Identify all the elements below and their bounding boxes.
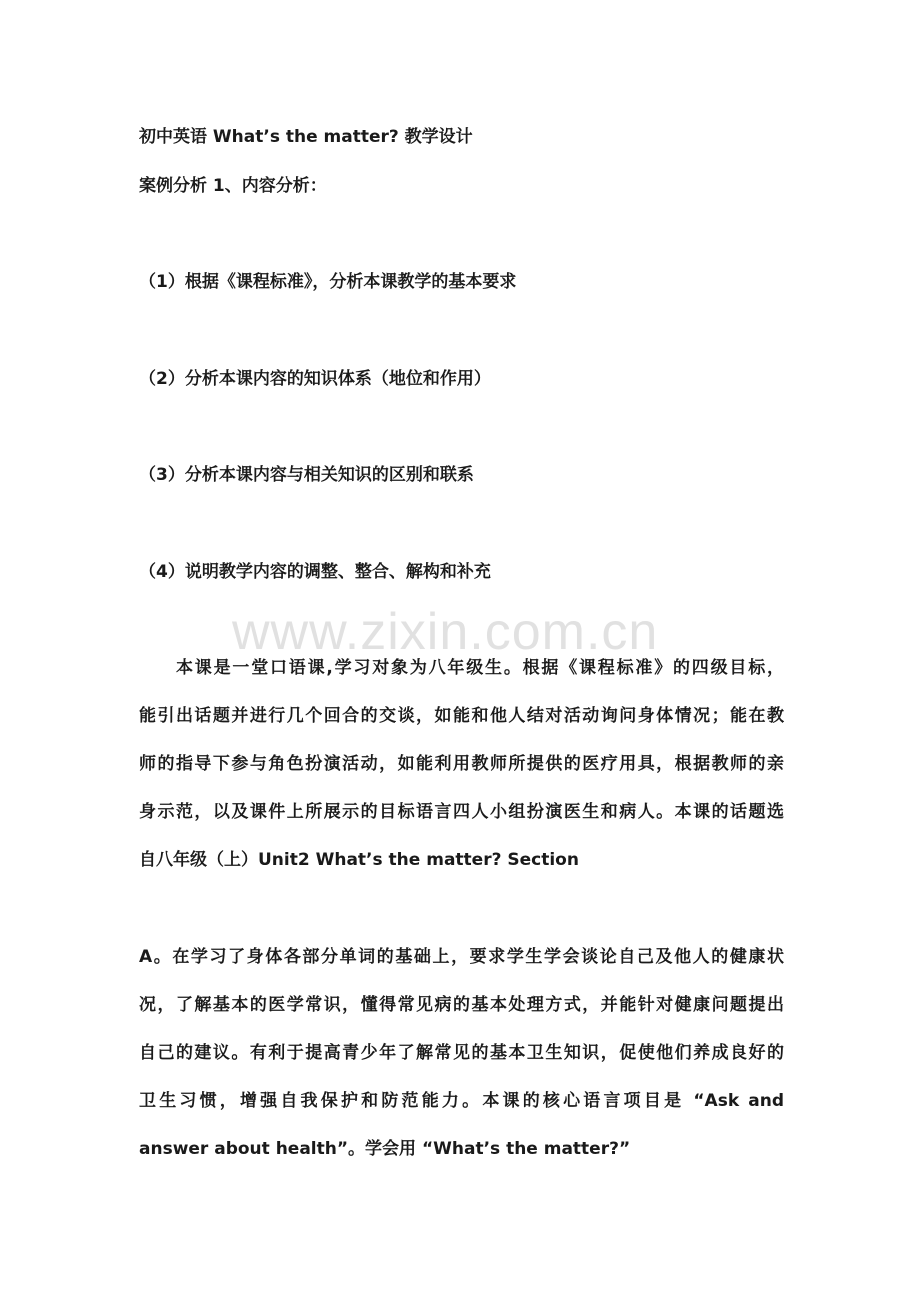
paragraph-line: 况，了解基本的医学常识，懂得常见病的基本处理方式，并能针对健康问题提出 (139, 995, 784, 1015)
list-item: （3）分析本课内容与相关知识的区别和联系 (139, 465, 474, 485)
paragraph-line: 身示范，以及课件上所展示的目标语言四人小组扮演医生和病人。本课的话题选 (139, 802, 784, 822)
section-heading: 案例分析 1、内容分析： (139, 176, 327, 196)
paragraph-line: 自己的建议。有利于提高青少年了解常见的基本卫生知识，促使他们养成良好的 (139, 1043, 784, 1063)
list-item: （2）分析本课内容的知识体系（地位和作用） (139, 369, 491, 389)
list-item: （1）根据《课程标准》，分析本课教学的基本要求 (139, 272, 517, 292)
paragraph-line: answer about health”。学会用 “What’s the matter?” (139, 1139, 631, 1159)
paragraph-line: 自八年级（上）Unit2 What’s the matter? Section (139, 850, 579, 870)
paragraph-line: 本课是一堂口语课,学习对象为八年级生。根据《课程标准》的四级目标， (176, 658, 784, 678)
paragraph-line: 师的指导下参与角色扮演活动，如能利用教师所提供的医疗用具，根据教师的亲 (139, 754, 784, 774)
watermark: www.zixin.com.cn (232, 603, 659, 661)
paragraph-line: 能引出话题并进行几个回合的交谈，如能和他人结对活动询问身体情况；能在教 (139, 706, 784, 726)
paragraph-line: A。在学习了身体各部分单词的基础上，要求学生学会谈论自己及他人的健康状 (139, 947, 784, 967)
document-title: 初中英语 What’s the matter? 教学设计 (139, 127, 473, 147)
list-item: （4）说明教学内容的调整、整合、解构和补充 (139, 562, 491, 582)
paragraph-line: 卫生习惯，增强自我保护和防范能力。本课的核心语言项目是 “Ask and (139, 1091, 784, 1111)
